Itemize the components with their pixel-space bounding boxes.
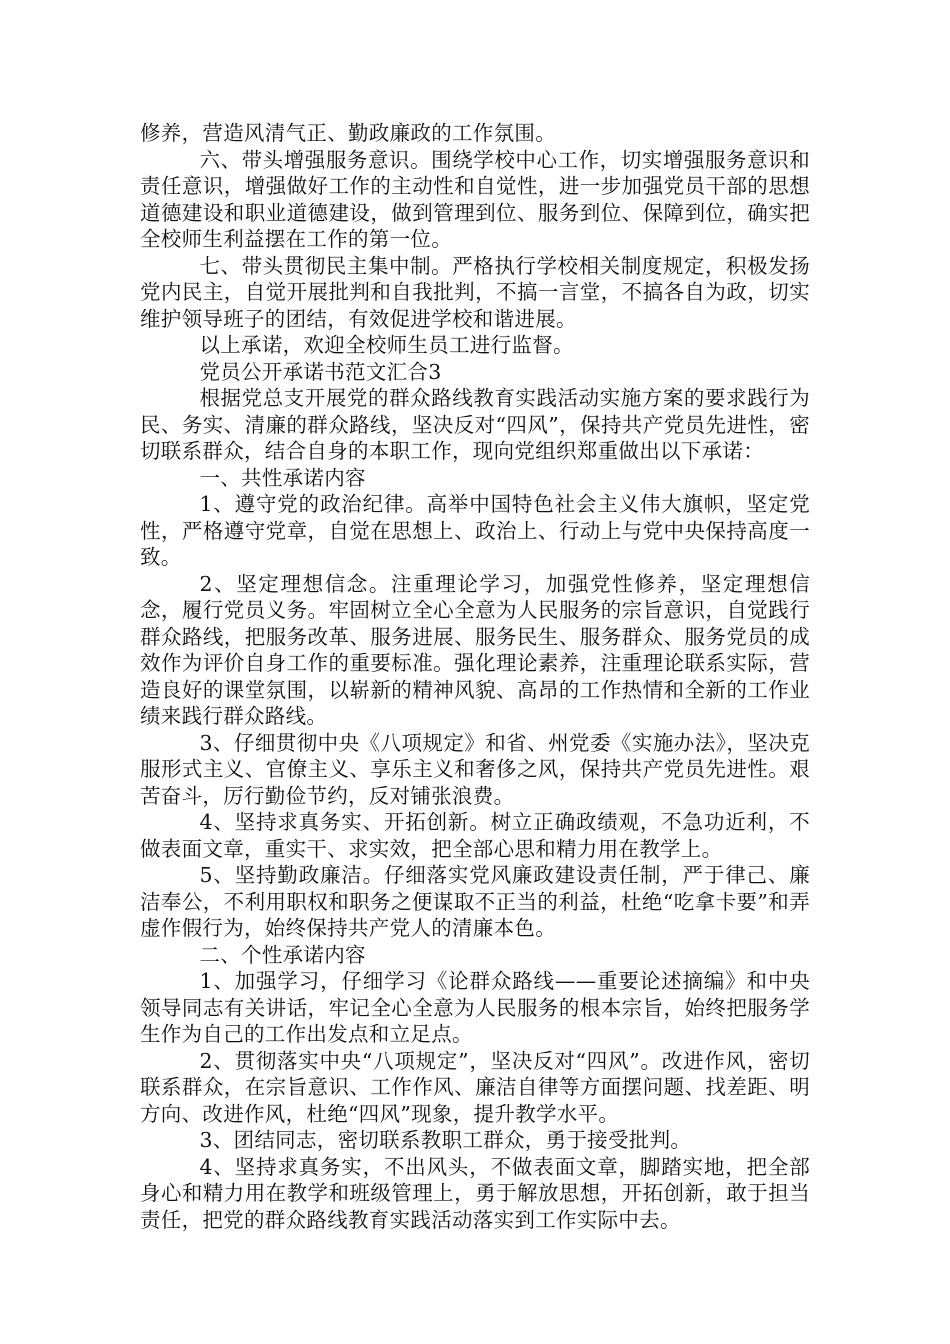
- paragraph-common-3: 3、仔细贯彻中央《八项规定》和省、州党委《实施办法》，坚决克服形式主义、官僚主义、享乐主义和奢侈之风，保持共产党员先进性。艰苦奋斗，厉行勤俭节约，反对铺张浪费。: [140, 730, 810, 808]
- paragraph-common-2: 2、坚定理想信念。注重理论学习，加强党性修养，坚定理想信念，履行党员义务。牢固树立全心全意为人民服务的宗旨意识，自觉践行群众路线，把服务改革、服务进展、服务民生、服务群众、服务党员的成效作为评价自身工作的重要标准。强化理论素养，注重理论联系实际，营造良好的课堂氛围，以崭新的精神风貌、高昂的工作热情和全新的工作业绩来践行群众路线。: [140, 571, 810, 728]
- paragraph-intro: 根据党总支开展党的群众路线教育实践活动实施方案的要求践行为民、务实、清廉的群众路线，坚决反对“四风”，保持共产党员先进性，密切联系群众，结合自身的本职工作，现向党组织郑重做出以下承诺：: [140, 386, 810, 463]
- document-body: [140, 120, 810, 1233]
- paragraph-common-1: 1、遵守党的政治纪律。高举中国特色社会主义伟大旗帜，坚定党性，严格遵守党章，自觉在思想上、政治上、行动上与党中央保持高度一致。: [140, 492, 810, 569]
- section-title-3: 党员公开承诺书范文汇合3: [199, 359, 442, 384]
- paragraph-common-4: 4、坚持求真务实、开拓创新。树立正确政绩观，不急功近利，不做表面文章，重实干、求实效，把全部心思和精力用在教学上。: [140, 810, 810, 861]
- paragraph-personal-4: 4、坚持求真务实，不出风头，不做表面文章，脚踏实地，把全部身心和精力用在教学和班级管理上，勇于解放思想，开拓创新，敢于担当责任，把党的群众路线教育实践活动落实到工作实际中去。: [140, 1154, 810, 1232]
- paragraph-personal-2: 2、贯彻落实中央“八项规定”，坚决反对“四风”。改进作风，密切联系群众，在宗旨意识、工作作风、廉洁自律等方面摆问题、找差距、明方向、改进作风，杜绝“四风”现象，提升教学水平。: [140, 1048, 810, 1126]
- paragraph-continuation: 修养，营造风清气正、勤政廉政的工作氛围。: [140, 121, 556, 145]
- paragraph-personal-1: 1、加强学习，仔细学习《论群众路线——重要论述摘编》和中央领导同志有关讲话，牢记全心全意为人民服务的根本宗旨，始终把服务学生作为自己的工作出发点和立足点。: [140, 969, 810, 1046]
- paragraph-common-5: 5、坚持勤政廉洁。仔细落实党风廉政建设责任制，严于律己、廉洁奉公，不利用职权和职务之便谋取不正当的利益，杜绝“吃拿卡要”和弄虚作假行为，始终保持共产党人的清廉本色。: [140, 863, 810, 940]
- paragraph-item-7: 七、带头贯彻民主集中制。严格执行学校相关制度规定，积极发扬党内民主，自觉开展批判和自我批判，不搞一言堂，不搞各自为政，切实维护领导班子的团结，有效促进学校和谐进展。: [140, 253, 810, 331]
- heading-common-commitments: 一、共性承诺内容: [199, 465, 366, 490]
- paragraph-item-6: 六、带头增强服务意识。围绕学校中心工作，切实增强服务意识和责任意识，增强做好工作的主动性和自觉性，进一步加强党员干部的思想道德建设和职业道德建设，做到管理到位、服务到位、保障到位，确实把全校师生利益摆在工作的第一位。: [140, 147, 810, 251]
- paragraph-personal-3: 3、团结同志，密切联系教职工群众，勇于接受批判。: [199, 1128, 692, 1152]
- paragraph-supervision-note: 以上承诺，欢迎全校师生员工进行监督。: [199, 333, 574, 357]
- heading-personal-commitments: 二、个性承诺内容: [199, 942, 366, 967]
